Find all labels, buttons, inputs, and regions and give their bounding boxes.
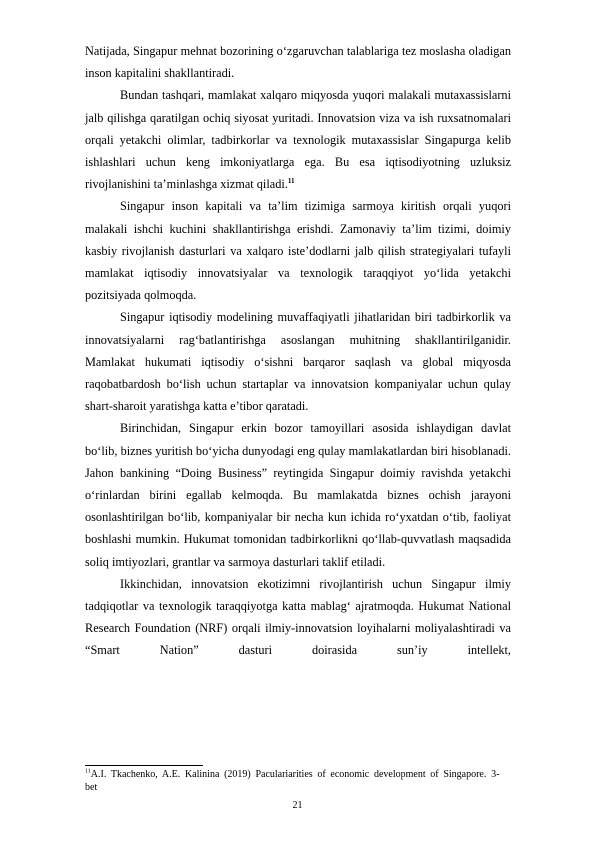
paragraph-5: Birinchidan, Singapur erkin bozor tamoyillari asosida ishlaydigan davlat bo‘lib, biznes yuritish bo‘yicha dunyodagi eng qulay mamlakatlardan biri hisoblanadi. Jahon bankining “Doing Business” reytingida Singapur doimiy ravishda yetakchi o‘rinlardan birini egallab kelmoqda. Bu mamlakatda biznes ochish jarayoni osonlashtirilgan bo‘lib, kompaniyalar bir necha kun ichida ro‘yxatdan o‘tib, faoliyat boshlashi mumkin. Hukumat tomonidan tadbirkorlikni qo‘llab-quvvatlash maqsadida soliq imtiyozlari, grantlar va sarmoya dasturlari taklif etiladi. <box>85 421 511 569</box>
footnote-marker: 11 <box>85 768 91 775</box>
body-text <box>85 40 511 662</box>
footnote-reference: 11 <box>287 177 295 186</box>
paragraph-2-text: Bundan tashqari, mamlakat xalqaro miqyosda yuqori malakali mutaxassislarni jalb qilishga qaratilgan ochiq siyosat yuritadi. Innovatsion viza va ish ruxsatnomalari orqali yetakchi olimlar, tadbirkorlar va texnologik mutaxassislar Singapurga kelib ishlashlari uchun keng imkoniyatlarga ega. Bu esa iqtisodiyotning uzluksiz rivojlanishini ta’minlashga xizmat qiladi. <box>85 88 511 192</box>
footnote <box>85 768 511 794</box>
paragraph-6: Ikkinchidan, innovatsion ekotizimni rivojlantirish uchun Singapur ilmiy tadqiqotlar va texnologik taraqqiyotga katta mablag‘ ajratmoqda. Hukumat National Research Foundation (NRF) orqali ilmiy-innovatsion loyihalarni moliyalashtiradi va “Smart Nation” dasturi doirasida sun’iy intellekt, <box>85 576 511 658</box>
paragraph-2 <box>85 84 511 195</box>
footnote-divider <box>85 765 203 766</box>
paragraph-3: Singapur inson kapitali va ta’lim tizimiga sarmoya kiritish orqali yuqori malakali ishchi kuchini shakllantirishga erishdi. Zamonaviy ta’lim tizimi, doimiy kasbiy rivojlanish dasturlari va xalqaro iste’dodlarni jalb qilish strategiyalari tufayli mamlakat iqtisodiy innovatsiyalar va texnologik taraqqiyot yo‘lida yetakchi pozitsiyada qolmoqda. <box>85 199 511 303</box>
paragraph-1: Natijada, Singapur mehnat bozorining o‘zgaruvchan talablariga tez moslasha oladigan inson kapitalini shakllantiradi. <box>85 44 511 81</box>
footnote-text: A.I. Tkachenko, A.E. Kalinina (2019) Pacularіarities of economic development of Singapore. 3-bet <box>85 769 500 794</box>
page-number: 21 <box>292 800 303 811</box>
paragraph-4: Singapur iqtisodiy modelining muvaffaqiyatli jihatlaridan biri tadbirkorlik va innovatsiyalarni rag‘batlantirishga asoslangan muhitning shakllantirilganidir. Mamlakat hukumati iqtisodiy o‘sishni barqaror saqlash va global miqyosda raqobatbardosh bo‘lish uchun startaplar va innovatsion kompaniyalar uchun qulay shart-sharoit yaratishga katta e’tibor qaratadi. <box>85 310 511 414</box>
